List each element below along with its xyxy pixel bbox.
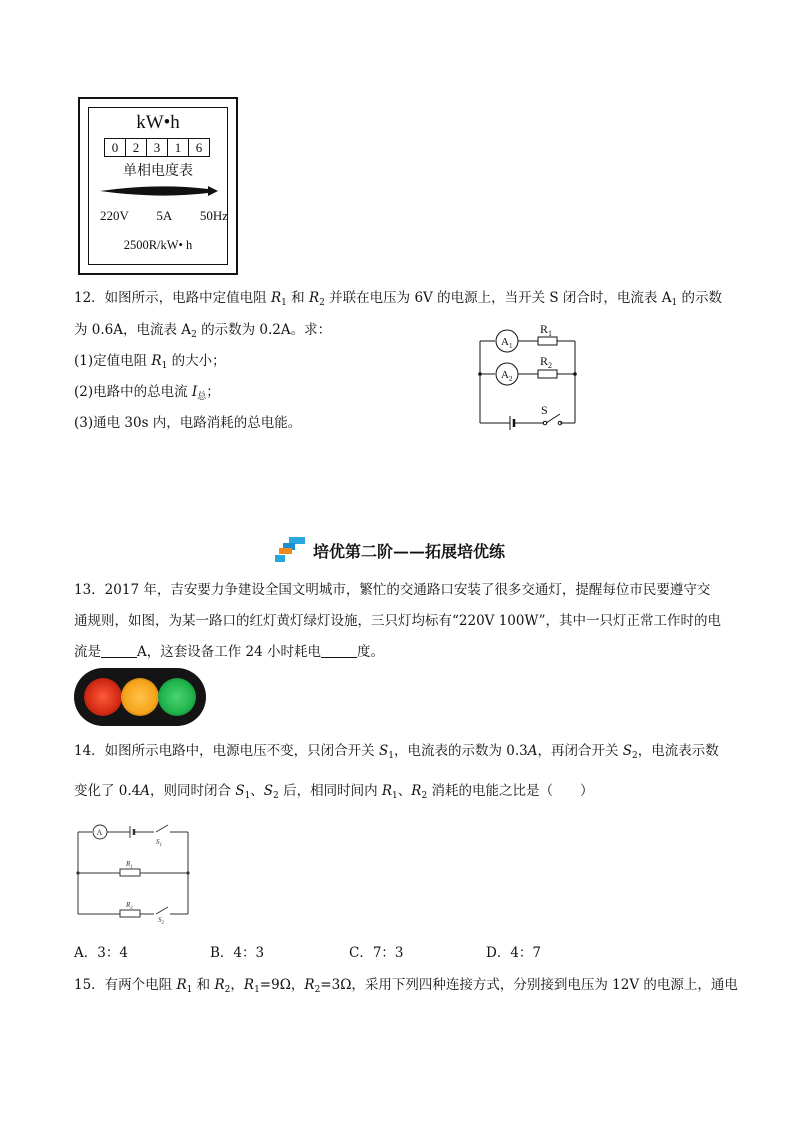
section-header — [275, 537, 505, 563]
red-light-icon — [84, 678, 122, 716]
q15-line1: 15．有两个电阻 $R_1$ 和 $R_2$，$R_1=9\Omega$，$R_2=3\Omega$，采用下列四种连接方式，分别接到电压为 12V 的电源上，通电 — [74, 977, 738, 995]
q14-line2: 变化了 0.4A，则同时闭合 $S_1$、$S_2$ 后，相同时间内 $R_1$、$R_2$ 消耗的电能之比是（ ） — [74, 783, 594, 801]
meter-digit: 2 — [125, 138, 147, 157]
q14-s2-label: $S_2$ — [158, 916, 164, 926]
answer-blank — [101, 643, 137, 658]
option-b[interactable]: B．4：3 — [210, 945, 265, 961]
q12-ammeter-a2-label: $A_2$ — [501, 369, 513, 383]
q13-line1: 13．2017 年，吉安要力争建设全国文明城市，繁忙的交通路口安装了很多交通灯，提醒每位市民要遵守交 — [74, 582, 711, 598]
meter-digits — [105, 138, 210, 157]
meter-digit: 3 — [146, 138, 168, 157]
option-a[interactable]: A．3：4 — [74, 945, 128, 961]
q12-r2-label: $R_2$ — [540, 354, 553, 370]
meter-voltage: 220V — [100, 208, 129, 223]
yellow-light-icon — [121, 678, 159, 716]
q12-circuit-diagram — [470, 318, 590, 430]
green-light-icon — [158, 678, 196, 716]
meter-arrow-icon — [98, 184, 220, 198]
meter-digit: 0 — [104, 138, 126, 157]
meter-current: 5A — [156, 208, 173, 223]
option-c[interactable]: C．7：3 — [349, 945, 404, 961]
q12-line2: 为 0.6A，电流表 $A_2$ 的示数为 0.2A。求： — [74, 322, 332, 340]
q12-ammeter-a1-label: $A_1$ — [501, 336, 513, 350]
meter-name: 单相电度表 — [123, 163, 193, 179]
q12-sub3: (3)通电 30s 内，电路消耗的总电能。 — [74, 415, 302, 431]
meter-unit: kW•h — [136, 112, 180, 133]
q12-line1: 12．如图所示，电路中定值电阻 $R_1$ 和 $R_2$ 并联在电压为 6V 的电源上，当开关 S 闭合时，电流表 $A_1$ 的示数 — [74, 290, 723, 308]
q13-line2: 通规则，如图，为某一路口的红灯黄灯绿灯设施，三只灯均标有“220V 100W”，其中一只灯正常工作时的电 — [74, 613, 722, 629]
traffic-light — [74, 668, 206, 726]
q12-sub1: (1)定值电阻 $R_1$ 的大小； — [74, 353, 226, 371]
q14-r2-label: $R_2$ — [126, 901, 133, 911]
section-title: 培优第二阶——拓展培优练 — [313, 541, 506, 561]
section-icon — [275, 537, 307, 563]
q14-ammeter-label: A — [96, 828, 103, 837]
q14-r1-label: $R_1$ — [126, 860, 133, 870]
answer-blank — [321, 643, 357, 658]
meter-digit: 6 — [188, 138, 210, 157]
q12-sub2: (2)电路中的总电流 $I_总$； — [74, 384, 220, 402]
meter-specs — [100, 208, 228, 224]
q14-line1: 14．如图所示电路中，电源电压不变，只闭合开关 $S_1$，电流表的示数为 0.3A，再闭合开关 $S_2$，电流表示数 — [74, 743, 719, 761]
q12-r1-label: $R_1$ — [540, 322, 553, 338]
meter-rate: 2500R/kW• h — [123, 238, 193, 252]
meter-digit: 1 — [167, 138, 189, 157]
q13-line3: 流是 A，这套设备工作 24 小时耗电 度。 — [74, 644, 385, 660]
q14-circuit-diagram — [72, 822, 194, 926]
q12-switch-label: S — [541, 403, 548, 417]
q14-s1-label: $S_1$ — [156, 838, 162, 848]
meter-frequency: 50Hz — [199, 208, 228, 223]
option-d[interactable]: D．4：7 — [486, 945, 542, 961]
